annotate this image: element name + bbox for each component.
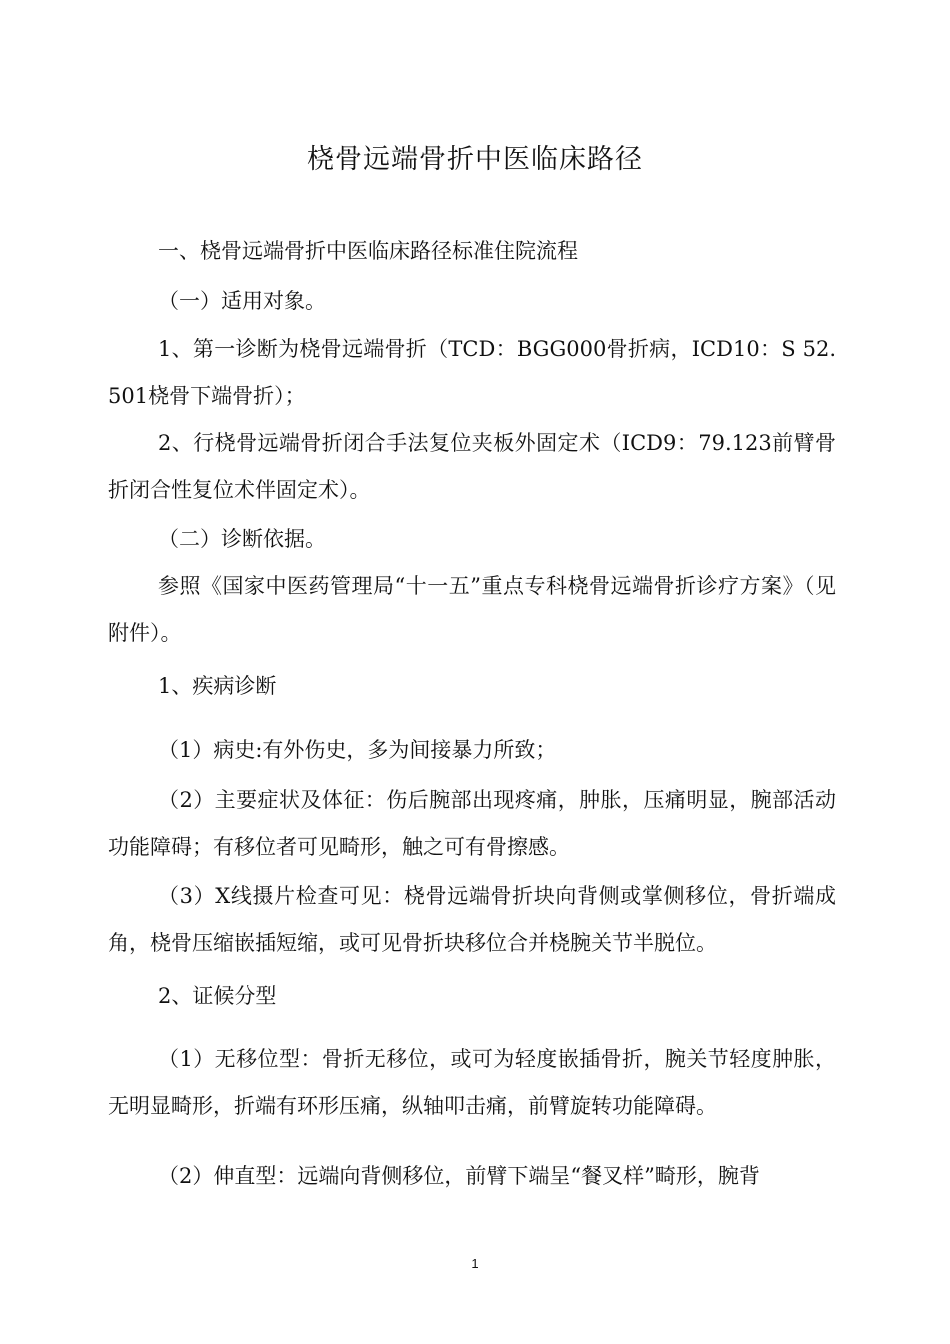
paragraph-history: （1）病史:有外伤史，多为间接暴力所致； bbox=[158, 738, 557, 762]
section-heading-1: 一、桡骨远端骨折中医临床路径标准住院流程 bbox=[158, 239, 578, 263]
document-title: 桡骨远端骨折中医临床路径 bbox=[307, 144, 643, 175]
paragraph-extension-type: （2）伸直型：远端向背侧移位，前臂下端呈“餐叉样”畸形，腕背 bbox=[158, 1164, 760, 1188]
subsection-heading-diagnosis-basis: （二）诊断依据。 bbox=[158, 527, 326, 551]
paragraph-first-diagnosis: 1、第一诊断为桡骨远端骨折（TCD：BGG000骨折病，ICD10：S 52.501桡骨下端骨折）； bbox=[108, 337, 836, 408]
subsection-heading-applicable: （一）适用对象。 bbox=[158, 289, 326, 313]
paragraph-reference: 参照《国家中医药管理局“十一五”重点专科桡骨远端骨折诊疗方案》（见附件）。 bbox=[108, 574, 836, 645]
page-number: 1 bbox=[471, 1256, 479, 1271]
paragraph-surgery: 2、行桡骨远端骨折闭合手法复位夹板外固定术（ICD9：79.123前臂骨折闭合性复位术伴固定术）。 bbox=[108, 431, 836, 502]
heading-syndrome-types: 2、证候分型 bbox=[158, 984, 277, 1008]
heading-disease-diagnosis: 1、疾病诊断 bbox=[158, 674, 277, 698]
paragraph-xray: （3）X线摄片检查可见：桡骨远端骨折块向背侧或掌侧移位，骨折端成角，桡骨压缩嵌插短缩，或可见骨折块移位合并桡腕关节半脱位。 bbox=[108, 884, 836, 955]
paragraph-nondisplaced-type: （1）无移位型：骨折无移位，或可为轻度嵌插骨折，腕关节轻度肿胀，无明显畸形，折端有环形压痛，纵轴叩击痛，前臂旋转功能障碍。 bbox=[108, 1047, 836, 1118]
paragraph-symptoms: （2）主要症状及体征：伤后腕部出现疼痛，肿胀，压痛明显，腕部活动功能障碍；有移位者可见畸形，触之可有骨擦感。 bbox=[108, 788, 836, 859]
